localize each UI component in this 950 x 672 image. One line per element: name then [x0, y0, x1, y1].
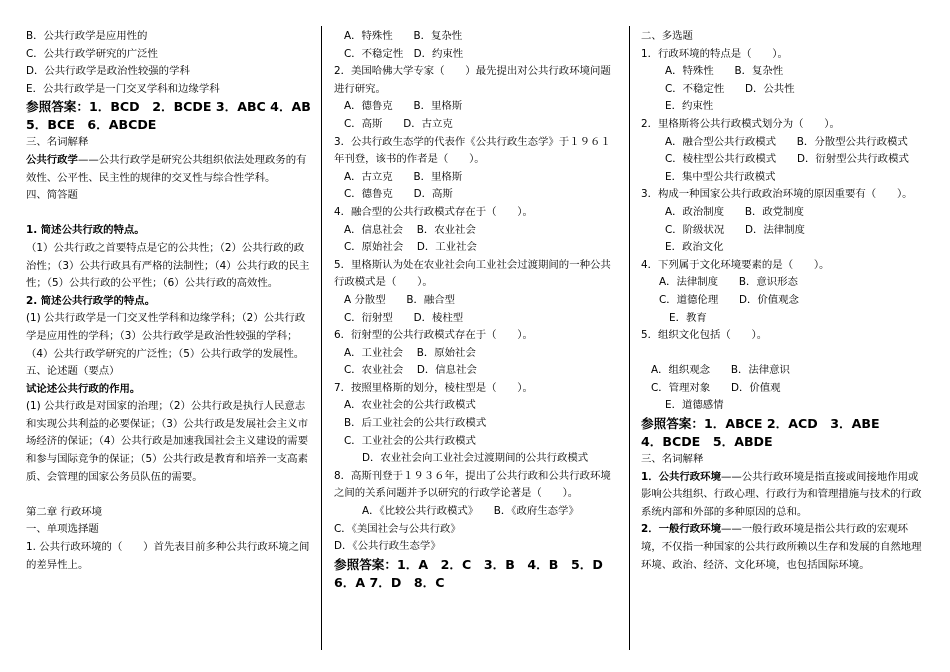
question: 6．衍射型的公共行政模式存在于（ ）。 [334, 329, 533, 342]
column-divider [629, 26, 630, 650]
option-line: C．农业社会 D．信息社会 [344, 364, 477, 377]
column-middle [334, 28, 620, 592]
option-line: C．管理对象 D．价值观 [651, 381, 781, 394]
option-line: D．农业社会向工业社会过渡期间的公共行政模式 [362, 452, 589, 465]
column-right [641, 28, 927, 574]
option-line: E．道德感情 [665, 399, 724, 412]
option-line: A．组织观念 B．法律意识 [651, 364, 790, 377]
question: 1. 公共行政环境的（ ）首先表目前多种公共行政环境之间的差异性上。 [26, 541, 310, 571]
question: 3．构成一种国家公共行政政治环境的原因重要有（ ）。 [641, 188, 913, 201]
column-divider [321, 26, 322, 650]
term-text: ——一般行政环境是指公共行政的宏观环境，不仅指一种国家的公共行政所赖以生存和发展的自然地理环境、政治、经济、文化环境，也包括国际环境。 [641, 523, 922, 571]
question: 4．下列属于文化环境要素的是（ ）。 [641, 258, 830, 271]
question: 7．按照里格斯的划分，棱柱型是（ ）。 [334, 381, 533, 394]
option-line: C．不稳定性 D．约束性 [344, 47, 464, 60]
section-heading: 五、论述题（要点） [26, 365, 120, 378]
answer-text: (1) 公共行政学是一门交叉性学科和边缘学科；（2）公共行政学是应用性的学科；（3）公共行政学是政治性较强的学科；（4）公共行政学研究的广泛性；（5）公共行政学的发展性。 [26, 312, 306, 360]
answer-key: 参照答案：1．A 2．C 3．B 4．B 5．D [334, 556, 603, 572]
question: 5．组织文化包括（ ）。 [641, 329, 768, 342]
term-name: 公共行政学 [26, 153, 78, 166]
option-line: C．公共行政学研究的广泛性 [26, 47, 158, 60]
question: 试论述公共行政的作用。 [26, 382, 141, 395]
question: 2．里格斯将公共行政模式划分为（ ）。 [641, 117, 840, 130]
term-definition [26, 152, 311, 187]
section-heading: 二、多选题 [641, 30, 693, 42]
answer-text: (1) 公共行政是对国家的治理；（2）公共行政是执行人民意志和实现公共利益的必要保证；（3）公共行政是发展社会主义市场经济的保证；（4）公共行政是加速我国社会主义建设的需要和参与国际竞争的保证；（5）公共行政是教育和培养一支高素质、会管理的国家公务员队伍的需要。 [26, 400, 308, 483]
option-line: B．后工业社会的公共行政模式 [344, 417, 487, 430]
option-line: A．工业社会 B．原始社会 [344, 346, 476, 359]
term-text: ——公共行政环境是指直接或间接地作用或影响公共组织、行政心理、行政行为和管理措施与技术的行政系统内部和外部的多种原因的总和。 [641, 470, 922, 518]
option-line: C．道德伦理 D．价值观念 [659, 293, 799, 306]
option-line: A．政治制度 B．政党制度 [665, 205, 804, 218]
option-line: C．衍射型 D．棱柱型 [344, 311, 464, 324]
option-line: A．法律制度 B．意识形态 [659, 276, 798, 289]
section-heading: 一、单项选择题 [26, 523, 99, 536]
option-line: B．公共行政学是应用性的 [26, 30, 148, 42]
option-line: A．特殊性 B．复杂性 [665, 65, 784, 78]
term-definition [641, 469, 927, 522]
option-line: C．《美国社会与公共行政》 [334, 522, 461, 535]
question: 2. 简述公共行政学的特点。 [26, 294, 156, 307]
option-line: D．公共行政学是政治性较强的学科 [26, 65, 190, 78]
option-line: A．《比较公共行政模式》 B．《政府生态学》 [362, 505, 579, 518]
question: 4．融合型的公共行政模式存在于（ ）。 [334, 205, 533, 218]
question: 8．高斯刊登于１９３６年，提出了公共行政和公共行政环境之间的关系问题并予以研究的行政学论著是（ ）。 [334, 469, 611, 500]
option-line: D．《公共行政生态学》 [334, 540, 441, 553]
option-line: C．棱柱型公共行政模式 D．衍射型公共行政模式 [665, 153, 909, 166]
section-heading: 三、名词解释 [26, 136, 89, 149]
option-line: E．约束性 [665, 100, 714, 113]
option-line: A．德鲁克 B．里格斯 [344, 100, 463, 113]
term-definition [641, 521, 927, 574]
answer-text: （1）公共行政之首要特点是它的公共性；（2）公共行政的政治性；（3）公共行政具有严格的法制性；（4）公共行政的民主性；（5）公共行政的公平性；（6）公共行政的高效性。 [26, 241, 310, 290]
question: 1. 简述公共行政的特点。 [26, 224, 145, 237]
option-line: A．特殊性 B．复杂性 [344, 30, 463, 42]
option-line: E．政治文化 [665, 241, 724, 254]
column-left [26, 28, 311, 574]
option-line: C．德鲁克 D．高斯 [344, 188, 453, 201]
answer-key: 6．A 7．D 8．C [334, 574, 445, 590]
option-line: C．不稳定性 D．公共性 [665, 82, 795, 95]
section-heading: 三、名词解释 [641, 453, 704, 466]
option-line: E．公共行政学是一门交叉学科和边缘学科 [26, 82, 220, 95]
option-line: A．农业社会的公共行政模式 [344, 399, 476, 412]
option-line: C．高斯 D．古立克 [344, 117, 453, 130]
term-name: 1．公共行政环境 [641, 470, 721, 483]
question: 1．行政环境的特点是（ ）。 [641, 47, 788, 60]
question: 5．里格斯认为处在农业社会向工业社会过渡期间的一种公共行政模式是（ ）。 [334, 258, 611, 289]
term-name: 2．一般行政环境 [641, 523, 721, 536]
question: 3．公共行政生态学的代表作《公共行政生态学》于１９６１年刊登，该书的作者是（ ）。 [334, 135, 611, 166]
section-heading: 四、简答题 [26, 189, 78, 202]
option-line: C．工业社会的公共行政模式 [344, 434, 476, 447]
answer-key: 5．BCE 6．ABCDE [26, 117, 157, 133]
option-line: A 分散型 B．融合型 [344, 293, 456, 306]
option-line: C．原始社会 D．工业社会 [344, 241, 477, 254]
option-line: A．古立克 B．里格斯 [344, 170, 463, 183]
option-line: E．教育 [669, 311, 707, 324]
answer-key: 参照答案：1．BCD 2．BCDE 3．ABC 4．AB [26, 99, 311, 115]
term-text: ——公共行政学是研究公共组织依法处理政务的有效性、公平性、民主性的规律的交叉性与综合性学科。 [26, 153, 307, 184]
answer-key: 参照答案：1．ABCE 2．ACD 3．ABE [641, 416, 880, 432]
chapter-title: 第二章 行政环境 [26, 505, 103, 518]
option-line: A．信息社会 B．农业社会 [344, 223, 476, 236]
option-line: A．融合型公共行政模式 B．分散型公共行政模式 [665, 135, 908, 148]
option-line: E．集中型公共行政模式 [665, 170, 776, 183]
option-line: C．阶级状况 D．法律制度 [665, 223, 805, 236]
question: 2．美国哈佛大学专家（ ）最先提出对公共行政环境问题进行研究。 [334, 65, 611, 95]
answer-key: 4．BCDE 5．ABDE [641, 434, 773, 450]
